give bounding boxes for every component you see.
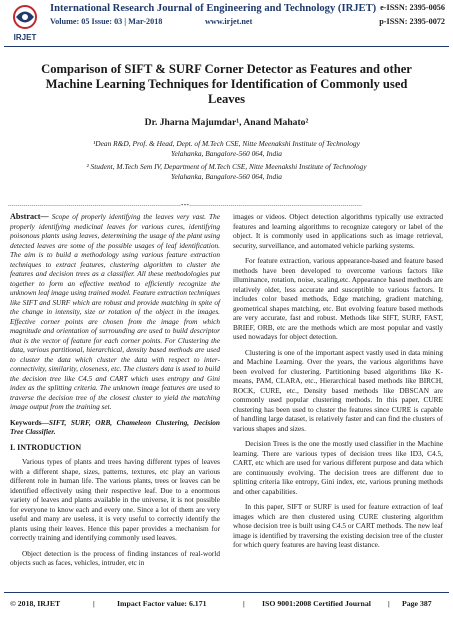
section-heading-introduction: I. INTRODUCTION — [10, 442, 82, 452]
intro-paragraph-1: Various types of plants and trees having different types of leaves with a different shape, sizes, patterns, textures, etc play an various different role in human life. The various plants, trees or leaves can be identified effectively using their respective leaf. Due to a enormous variety of leaves and plants available in the universe, it is not possible for everyone to know each and every one. Since a lot of them are very useful and many are useless, it is very useful to correctly identify the plants using their leaves. Hence this paper provides a mechanism for correctly training and identifying commonly used leaves. — [10, 457, 220, 542]
footer-page-number: Page 387 — [402, 599, 432, 608]
right-paragraph-1: images or videos. Object detection algorithms typically use extracted features and learning algorithms to recognize category or label of the object. It is commonly used in applications such as image retrieval, security, surveillance, and automated vehicle parking systems. — [233, 212, 443, 250]
left-column — [10, 212, 220, 574]
right-paragraph-4: Decision Trees is the one the mostly used classifier in the Machine learning. There are various types of decision trees like ID3, C4.5, CART, etc which are used for various different purpose and data which are continuously evolving. The decision trees are different due to splitting criteria like entropy, Gini index, etc, various pruning methods and other capabilities. — [233, 439, 443, 496]
footer-copyright: © 2018, IRJET — [10, 599, 61, 608]
keywords-text: SIFT, SURF, ORB, Chameleon Clustering, Decision Tree Classifier. — [10, 417, 220, 436]
journal-header — [0, 0, 453, 46]
volume-issue: Volume: 05 Issue: 03 | Mar-2018 — [50, 17, 163, 26]
footer-impact-factor: Impact Factor value: 6.171 — [117, 599, 207, 608]
irjet-logo — [6, 2, 44, 44]
journal-website[interactable]: www.irjet.net — [205, 17, 253, 26]
page-footer — [0, 586, 453, 640]
right-paragraph-2: For feature extraction, various appearance-based and feature based methods have been developed to overcome various factors like illuminance, rotation, noise, scaling,etc. Appearance based methods are relatively older, less accurate and susceptible to various factors. It includes color based methods, Edge matching, gradient matching, geometrical shapes matching, etc. But evolving feature based methods are very accurate, fast and robust. Methods like SIFT, SURF, FAST, BRIEF, ORB, etc are the methods which are most popular and vastly used nowadays for object detection. — [233, 256, 443, 341]
abstract-label: Abstract— — [10, 212, 49, 221]
right-paragraph-5: In this paper, SIFT or SURF is used for feature extraction of leaf images which are then clustered using CURE clustering algorithm whose decision tree is built using C4.5 or CART methods. The new leaf image is identified by traversing the existing decision tree of the cluster for which query features are having least distance. — [233, 502, 443, 549]
affiliation-2-line-1: ² Student, M.Tech Sem IV, Department of M.Tech CSE, Nitte Meenakshi Institute of Technology — [86, 162, 367, 171]
right-paragraph-3: Clustering is one of the important aspect vastly used in data mining and Machine Learning. Over the years, the various algorithms have been evolved for clustering. Partitioning based algorithms like K-means, PAM, CLARA, etc., Hierarchical based methods like BIRCH, ROCK, CURE, etc., Density based methods like DBSCAN are commonly used popular clustering methods. In this paper, CURE clustering has been used to cluster the features since CURE is capable of handling large dataset, is relatively faster and can find the clusters of various shapes and sizes. — [233, 347, 443, 433]
footer-divider — [4, 592, 449, 593]
e-issn: e-ISSN: 2395-0056 — [380, 3, 445, 12]
paper-title: Comparison of SIFT & SURF Corner Detector as Features and other Machine Learning Techniques for Identification of Commonly used Leaves — [41, 62, 412, 106]
p-issn: p-ISSN: 2395-0072 — [379, 17, 445, 26]
right-column — [233, 212, 443, 556]
svg-text:IRJET: IRJET — [13, 33, 37, 42]
journal-title: International Research Journal of Engineering and Technology (IRJET) — [50, 3, 377, 14]
header-divider — [4, 46, 449, 47]
footer-iso: ISO 9001:2008 Certified Journal — [262, 599, 371, 608]
affiliation-2-line-2: Yelahanka, Bangalore-560 064, India — [171, 172, 282, 181]
footer-separator-2: | — [243, 599, 245, 608]
keywords — [10, 418, 220, 437]
affiliation-1-line-2: Yelahanka, Bangalore-560 064, India — [171, 149, 282, 158]
section-separator: ----------------------------------------------------------------------------------------***---------------------------------------------------------------------------------------- — [8, 204, 363, 209]
abstract-text: Scope of properly identifying the leaves very vast. The properly identifying medicinal leaves for various cures, identifying poisonous plants using leaves, determining the usage of the plant using detected leaves are some of the possible usages of leaf identification. The aim is to build a methodology using various feature extraction techniques to extract features, clustering algorithm to cluster the features and decision trees as a classifier. All these methodologies put together to form an effective method to efficiently recognize the unknown leaf image using trained model. Feature extraction techniques like SIFT and SURF which are robust and provide matching in spite of the change in intensity, size or rotation of the object in the images. Effective corner points are chosen from the image from which magnitude and orientation of surrounding are used to build descriptor that is the vector of feature for each corner points. For Clustering the data, various partitional, hierarchical, density based methods are used to cluster the data which cluster the data with respect to inter-connectivity, similarity, closeness, etc. The clusters data is used to build the decision tree like C4.5 and CART which uses entropy and Gini index as the splitting criteria. The unknown image features are used to traverse the decision tree of the closest cluster to yield the matching image output from the training set. — [10, 212, 220, 411]
paper-authors: Dr. Jharna Majumdar¹, Anand Mahato² — [144, 117, 309, 128]
keywords-label: Keywords— — [10, 417, 49, 427]
abstract — [10, 212, 220, 412]
intro-paragraph-2: Object detection is the process of finding instances of real-world objects such as faces, vehicles, intruder, etc in — [10, 548, 220, 567]
affiliation-1-line-1: ¹Dean R&D, Prof. & Head, Dept. of M.Tech CSE, Nitte Meenakshi Institute of Technology — [93, 139, 360, 148]
footer-separator-1: | — [93, 599, 95, 608]
footer-separator-3: | — [388, 599, 390, 608]
